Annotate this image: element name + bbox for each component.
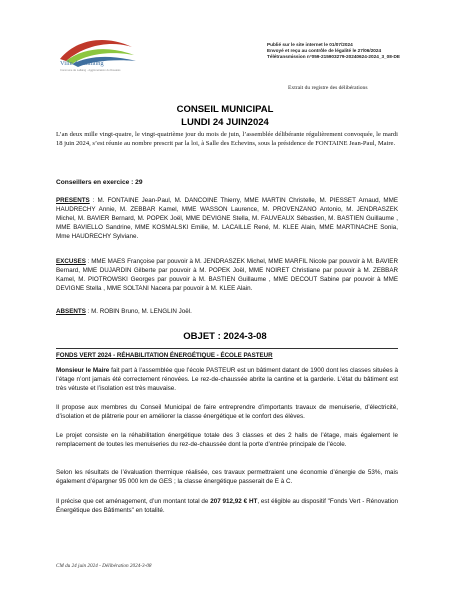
paragraph-lead: Monsieur le Maire [56,367,110,374]
meeting-date: LUNDI 24 JUIN2024 [181,117,269,128]
divider [56,348,398,349]
presents-section [56,196,398,241]
amount-outro: , est éligible au dispositif "Fonds Vert - Rénovation Énergétique des Bâtiments" en totalité. [56,498,398,515]
logo-name: Ville de Lallaing [60,60,104,67]
transmission-stamp [267,42,400,60]
absents-list: : M. ROBIN Bruno, M. LENGLIN Joël. [85,308,192,315]
objet-heading: OBJET : 2024-3-08 [183,331,267,342]
amount-value: 207 912,92 € HT [210,498,258,505]
subject-heading: FONDS VERT 2024 - RÉHABILITATION ÉNERGÉTIQUE - ÉCOLE PASTEUR [56,352,273,359]
paragraph-context-text: fait part à l’assemblée que l’école PASTEUR est un bâtiment datant de 1900 dont les classes situées à l’étage n’ont jamais été correctement rénovées. Le rez-de-chaussée abrite la cantine et la garderie. L’état du bâtiment est très vétuste et l’isolation est très mauvaise. [56,367,398,393]
paragraph-project: Le projet consiste en la réhabilitation énergétique totale des 3 classes et des 2 halls de l’étage, mais également le remplacement de toutes les menuiseries du rez-de-chaussée dont la porte d’entrée principale de l’école. [56,432,398,449]
document-title: CONSEIL MUNICIPAL [176,104,274,115]
presents-list: : M. FONTAINE Jean-Paul, M. DANCOINE Thierry, MME MARTIN Christelle, M. PIESSET Arnaud, MME HAUDRECHY Annie, M. ZEBBAR Kamel, MME WASSON Laurence, M. PROVENZANO Antonio, M. JENDRASZEK Michel, M. BAVIER Bernard, M. POPEK Joël, MME DEVIGNE Stella, M. FAUVEAUX Sébastien, M. BASTIEN Guillaume , MME BAVIELLO Sandrine, MME KOSMALSKI Emilie, M. LACAILLE René, M. KLEE Alain, MME MARTINACHE Sonia, Mme HAUDRECHY Sylviane. [56,197,398,241]
absents-section [56,307,398,316]
page-footer: CM du 24 juin 2024 - Délibération 2024-3-08 [56,563,152,569]
excuses-label: EXCUSES [56,258,86,265]
presents-label: PRESENTS [56,197,90,204]
paragraph-amount [56,497,398,515]
extract-label: Extrait du registre des délibérations [288,85,368,91]
paragraph-context [56,366,398,394]
absents-label: ABSENTS [56,308,86,315]
paragraph-results: Selon les résultats de l’évaluation thermique réalisée, ces travaux permettraient une économie d’énergie de 53%, mais également d’épargner 95 000 km de GES ; la classe énergétique passerait de E à C. [56,469,398,486]
paragraph-proposal: Il propose aux membres du Conseil Municipal de faire entreprendre d’importants travaux de menuiserie, d’électricité, d’isolation et de plâtrerie pour en améliorer la classe énergétique et le confort des élèves. [56,404,398,421]
stamp-published: Publié sur le site internet le 01/07/2024 [267,42,353,47]
intro-paragraph: L’an deux mille vingt-quatre, le vingt-quatrième jour du mois de juin, l’assemblée délibérante régulièrement convoquée, le mardi 18 juin 2024, s’est réunie au nombre prescrit par la loi, à Salle des Echevins, sous la présidence de FONTAINE Jean-Paul, Maire. [56,131,398,147]
excuses-list: : MME MAES Françoise par pouvoir à M. JENDRASZEK Michel, MME MARFIL Nicole par pouvoir à M. BAVIER Bernard, MME DUJARDIN Gilberte par pouvoir à M. POPEK Joël, MME NOIRET Christiane par pouvoir à M. ZEBBAR Kamel, M. PIOTROWSKI Georges par pouvoir à M. BASTIEN Guillaume , MME DECOUT Sabine par pouvoir à MME DEVIGNE Stella , MME SOLTANI Nacera par pouvoir à M. KLEE Alain. [56,258,398,293]
logo-subtitle: Commune de Lallaing - Agglomération du Douaisis [60,69,121,72]
stamp-reference: Télétransmission n°059-215903279-20240624-2024_3_08-DE [267,54,400,60]
excuses-section [56,257,398,293]
stamp-received: Envoyé et reçu au contrôle de légalité le 27/06/2024 [267,48,382,54]
amount-intro: Il précise que cet aménagement, d’un montant total de [56,498,211,505]
councillors-count: Conseillers en exercice : 29 [56,179,143,186]
